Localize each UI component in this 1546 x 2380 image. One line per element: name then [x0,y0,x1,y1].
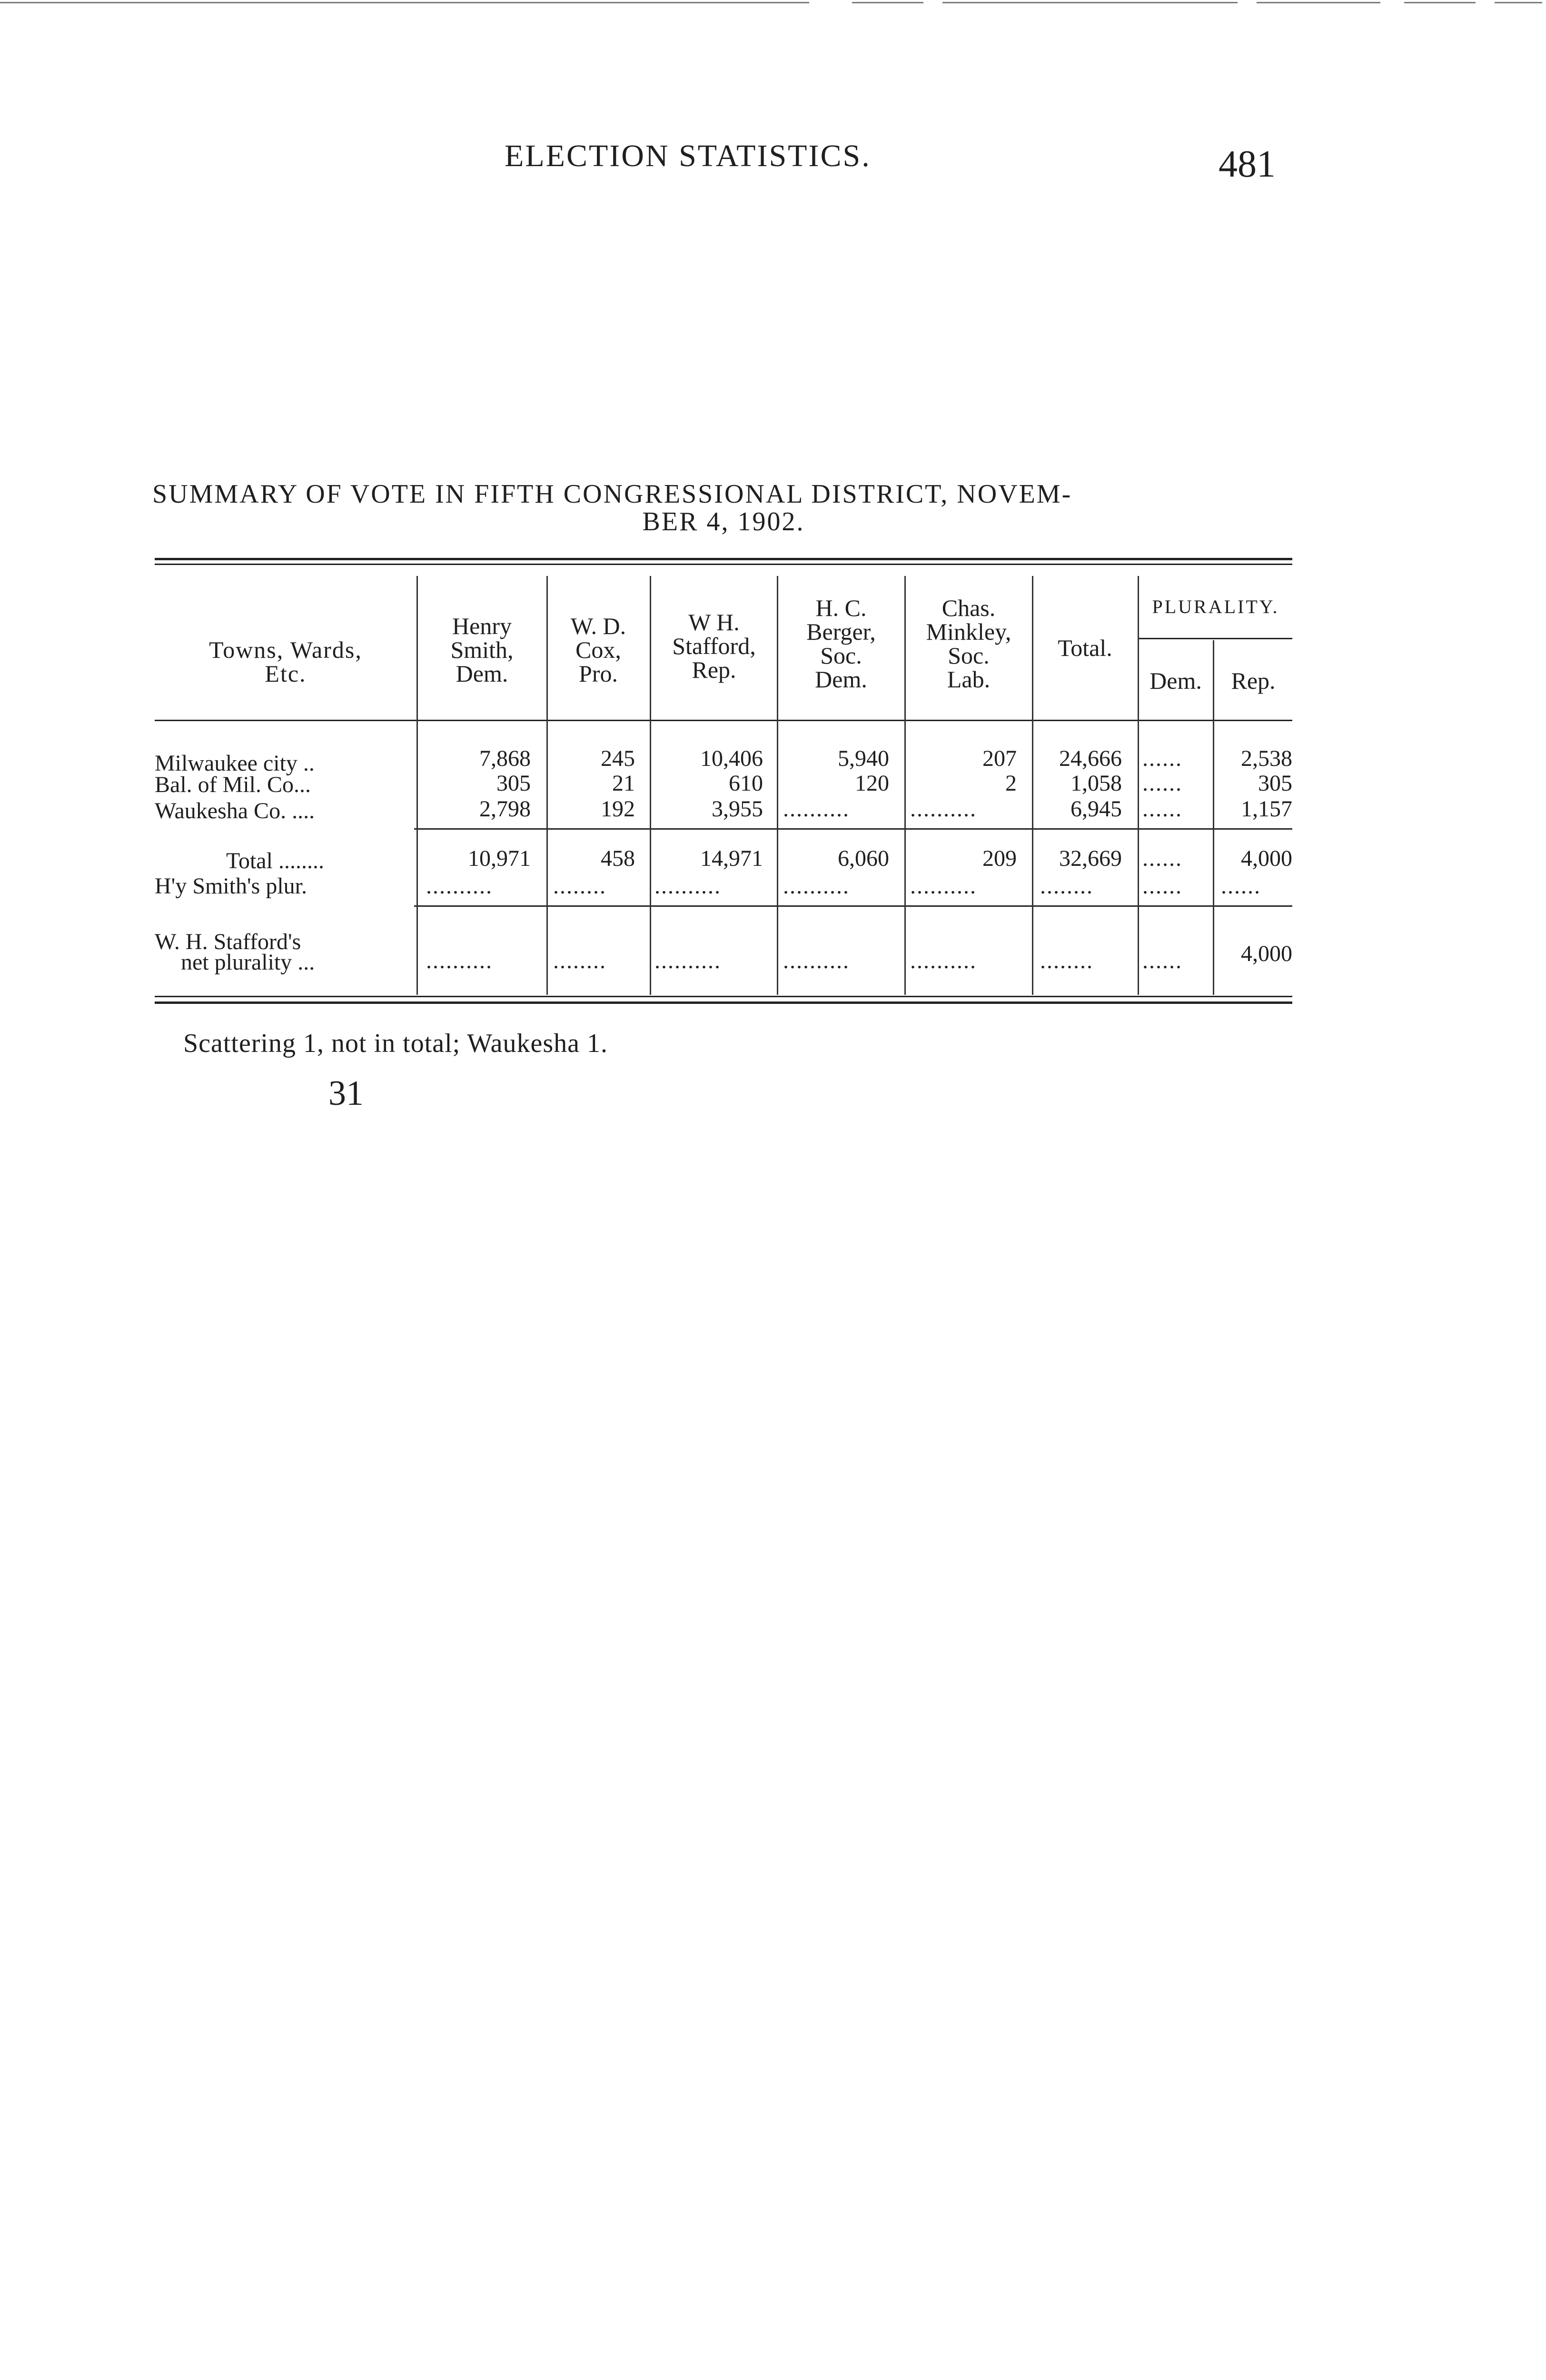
row-label: Waukesha Co. .... [155,798,315,823]
header-berger-line-2: Berger, [806,618,876,645]
dem-value: ...... [1142,796,1182,822]
smith-plurality-label: H'y Smith's plur. [155,873,307,899]
cox-total: 458 [601,846,635,871]
smith-plurality-total: ........ [1040,873,1093,899]
header-smith-line-2: Smith, [450,636,514,663]
berger-total: 6,060 [838,846,889,871]
smith-total: 10,971 [468,846,531,871]
header-cox [548,614,648,685]
table-top-double-rule [155,558,1292,560]
cox-value: 192 [601,796,635,822]
table-title-line-2: BER 4, 1902. [642,507,805,536]
page-number: 481 [1219,143,1276,185]
table-bottom-double-rule [155,996,1292,997]
minkley-value: 207 [982,746,1017,771]
header-stafford-line-3: Rep. [692,656,736,683]
header-total: Total. [1058,635,1112,661]
total-row-label: Total ........ [226,848,324,873]
smith-plurality-stafford: .......... [654,873,721,899]
column-divider-5 [904,576,906,995]
header-cox-line-2: Cox, [575,636,621,663]
total-top-rule [414,828,1292,830]
stafford-net-smith: .......... [426,948,493,973]
stafford-net-label-line-2: net plurality ... [181,950,315,975]
smith-plurality-berger: .......... [783,873,850,899]
berger-value: .......... [783,796,850,822]
column-divider-8 [1213,640,1214,995]
total-value: 6,945 [1070,796,1122,822]
signature-mark: 31 [328,1074,364,1113]
smith-plurality-minkley: .......... [910,873,977,899]
header-minkley-line-2: Minkley, [926,618,1011,645]
stafford-net-minkley: .......... [910,948,977,973]
plurality-subheader-rule [1138,638,1292,639]
header-towns-line-2: Etc. [265,660,307,687]
header-smith [419,614,545,685]
table-bottom-double-rule-inner [155,1002,1292,1004]
berger-value: 5,940 [838,746,889,771]
header-rep: Rep. [1231,667,1276,694]
header-minkley-line-1: Chas. [941,595,996,621]
rep-total: 4,000 [1241,846,1292,871]
column-divider-3 [650,576,651,995]
column-divider-2 [546,576,548,995]
row-label: Bal. of Mil. Co... [155,772,311,797]
minkley-total: 209 [982,846,1017,871]
header-plurality: PLURALITY. [1152,596,1279,617]
header-towns [157,638,414,685]
cox-value: 245 [601,746,635,771]
header-dem: Dem. [1150,667,1202,694]
stafford-value: 3,955 [712,796,763,822]
stafford-value: 610 [729,771,763,796]
smith-value: 2,798 [479,796,531,822]
stafford-net-rep: 4,000 [1241,941,1292,966]
header-bottom-rule [155,720,1292,721]
stafford-value: 10,406 [700,746,763,771]
dem-value: ...... [1142,746,1182,771]
header-berger-line-1: H. C. [815,595,867,621]
stafford-net-label-line-1: W. H. Stafford's [155,929,301,954]
rep-value: 1,157 [1241,796,1292,822]
header-stafford [652,610,776,682]
stafford-net-stafford: .......... [654,948,721,973]
smith-plurality-cox: ........ [553,873,606,899]
header-berger [779,596,903,691]
rep-value: 305 [1258,771,1292,796]
column-divider-4 [777,576,778,995]
smith-value: 7,868 [479,746,531,771]
stafford-net-dem: ...... [1142,948,1182,973]
header-smith-line-1: Henry [452,613,512,639]
header-minkley-line-3: Soc. [948,642,990,669]
minkley-value: 2 [1005,771,1017,796]
top-edge-rule [0,0,1546,4]
total-bottom-rule [414,905,1292,907]
smith-plurality-rep: ...... [1221,873,1261,899]
header-smith-line-3: Dem. [456,660,508,687]
smith-plurality-dem: ...... [1142,873,1182,899]
column-divider-6 [1032,576,1033,995]
header-cox-line-3: Pro. [579,660,618,687]
stafford-net-berger: .......... [783,948,850,973]
total-value: 24,666 [1059,746,1122,771]
table-title-line-1: SUMMARY OF VOTE IN FIFTH CONGRESSIONAL DISTRICT, NOVEM- [152,479,1072,509]
column-divider-7 [1138,576,1139,995]
table-title [152,481,1295,535]
smith-value: 305 [496,771,531,796]
grand-total: 32,669 [1059,846,1122,871]
header-minkley [906,596,1031,691]
running-head: ELECTION STATISTICS. [505,139,871,173]
table-top-double-rule-inner [155,564,1292,565]
dem-total: ...... [1142,846,1182,871]
cox-value: 21 [612,771,635,796]
total-value: 1,058 [1070,771,1122,796]
header-stafford-line-2: Stafford, [672,633,756,659]
header-minkley-line-4: Lab. [947,666,991,693]
header-cox-line-1: W. D. [570,613,626,639]
stafford-net-total: ........ [1040,948,1093,973]
stafford-total: 14,971 [700,846,763,871]
header-towns-line-1: Towns, Wards, [209,636,362,663]
footnote: Scattering 1, not in total; Waukesha 1. [183,1029,608,1058]
rep-value: 2,538 [1241,746,1292,771]
column-divider-1 [416,576,418,995]
header-stafford-line-1: W H. [688,609,740,635]
header-berger-line-4: Dem. [815,666,867,693]
dem-value: ...... [1142,771,1182,796]
smith-plurality-smith: .......... [426,873,493,899]
minkley-value: .......... [910,796,977,822]
header-berger-line-3: Soc. [820,642,862,669]
stafford-net-cox: ........ [553,948,606,973]
row-label: Milwaukee city .. [155,751,315,776]
berger-value: 120 [855,771,889,796]
